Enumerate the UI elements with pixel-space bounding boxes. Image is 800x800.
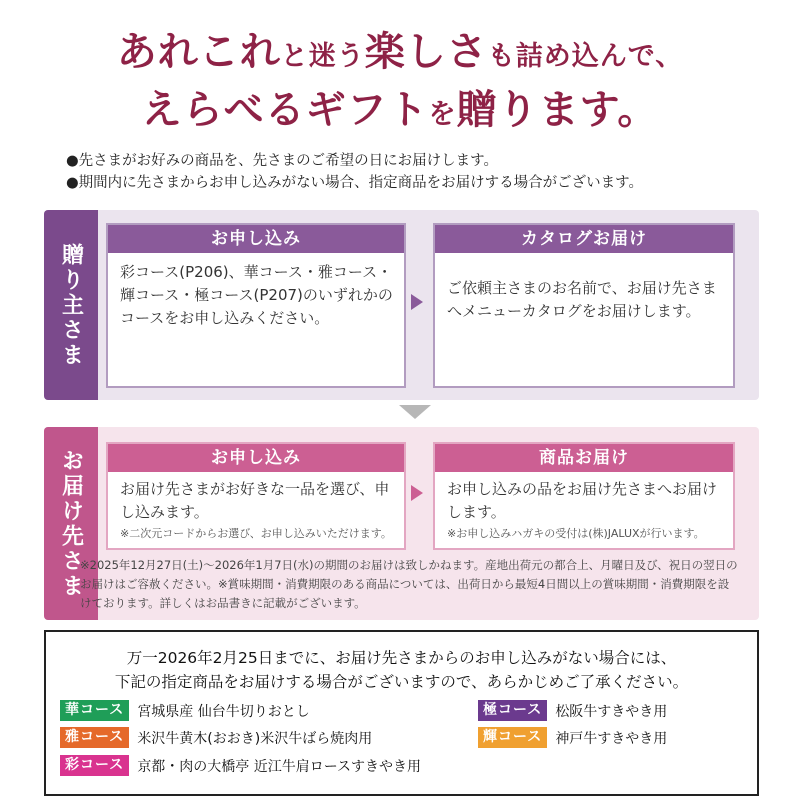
sender-side-label: 贈り主さま	[44, 210, 98, 400]
card-subnote: ※二次元コードからお選び、お申し込みいただけます。	[120, 527, 392, 540]
note-2: ●期間内に先さまからお申し込みがない場合、指定商品をお届けする場合がございます。	[66, 175, 643, 191]
card-text: 彩コース(P206)、華コース・雅コース・輝コース・極コース(P207)のいずれかのコースをお申し込みください。	[120, 263, 393, 327]
recipient-delivery-card	[433, 442, 735, 550]
course-badge: 華コース	[60, 700, 129, 721]
sender-section	[44, 210, 759, 400]
sender-apply-card	[106, 223, 406, 388]
course-product: 宮城県産 仙台牛切りおとし	[137, 703, 310, 720]
default-notice	[46, 646, 757, 694]
card-text: お申し込みの品をお届け先さまへお届けします。	[447, 480, 718, 521]
headline-word-5: えらべるギフト	[141, 86, 429, 133]
card-title: お申し込み	[108, 225, 404, 253]
course-sai	[60, 755, 421, 776]
arrow-down-icon	[399, 405, 431, 419]
sender-catalog-card	[433, 223, 735, 388]
card-body	[435, 472, 733, 541]
course-badge: 彩コース	[60, 755, 129, 776]
arrow-right-icon	[411, 485, 423, 501]
recipient-apply-card	[106, 442, 406, 550]
course-badge: 雅コース	[60, 727, 129, 748]
card-text: ご依頼主さまのお名前で、お届け先さまへメニューカタログをお届けします。	[447, 279, 717, 320]
headline-word-6: を	[428, 99, 457, 130]
note-1: ●先さまがお好みの商品を、先さまのご希望の日にお届けします。	[66, 153, 498, 169]
headline-line-1	[0, 20, 800, 77]
course-hana	[60, 700, 310, 721]
course-product: 京都・肉の大橋亭 近江牛肩ロースすきやき用	[137, 758, 422, 775]
headline-word-3: 楽しさ	[364, 28, 488, 75]
arrow-right-icon	[411, 294, 423, 310]
course-badge: 輝コース	[478, 727, 547, 748]
notice-line-1: 万一2026年2月25日までに、お届け先さまからのお申し込みがない場合には、	[126, 649, 677, 667]
headline-word-2: と迷う	[280, 41, 365, 72]
headline-word-1: あれこれ	[116, 28, 281, 75]
recipient-side-label: お届け先さま	[44, 427, 98, 620]
course-product: 松阪牛すきやき用	[555, 703, 668, 720]
course-kagayaki	[478, 727, 667, 748]
notice-line-2: 下記の指定商品をお届けする場合がございますので、あらかじめご了承ください。	[114, 673, 689, 691]
card-text: お届け先さまがお好きな一品を選び、申し込みます。	[120, 480, 390, 521]
headline-line-2	[0, 78, 800, 135]
card-subnote: ※お申し込みハガキの受付は(株)JALUXが行います。	[447, 527, 705, 540]
card-title: お申し込み	[108, 444, 404, 472]
course-kiwami	[478, 700, 667, 721]
default-product-box	[44, 630, 759, 796]
course-product: 神戸牛すきやき用	[555, 730, 668, 747]
headline-word-7: 贈ります。	[456, 86, 659, 133]
course-badge: 極コース	[478, 700, 547, 721]
card-title: カタログお届け	[435, 225, 733, 253]
card-title: 商品お届け	[435, 444, 733, 472]
notes	[66, 150, 643, 194]
headline-word-4: も詰め込んで、	[487, 41, 684, 72]
delivery-footnote: ※2025年12月27日(土)～2026年1月7日(水)の期間のお届けは致しかねます。産地出荷元の都合上、月曜日及び、祝日の翌日のお届けはご容赦ください。※賞味期間・消費期限のある商品については、出荷日から最短4日間以上の賞味期間・消費期限を設けております。詳しくはお品書きに記載がございます。	[80, 558, 738, 610]
course-miyabi	[60, 727, 372, 748]
course-product: 米沢牛黄木(おおき)米沢牛ばら焼肉用	[137, 730, 373, 747]
card-body	[108, 472, 404, 541]
